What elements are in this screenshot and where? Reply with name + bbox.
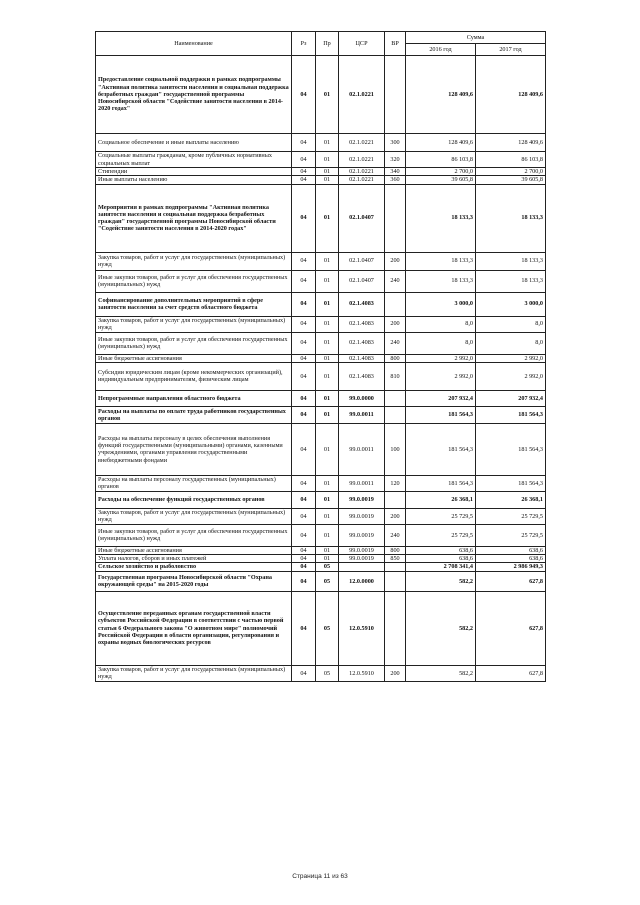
table-row <box>96 292 546 316</box>
row-sum-2016: 638,6 <box>406 555 476 563</box>
row-pr: 05 <box>316 571 339 591</box>
row-sum-2017: 18 133,3 <box>476 270 546 292</box>
row-sum-2017: 8,0 <box>476 332 546 354</box>
table-row <box>96 168 546 176</box>
header-year-2016: 2016 год <box>406 44 476 56</box>
table-row <box>96 665 546 681</box>
row-name: Иные бюджетные ассигнования <box>96 354 292 362</box>
row-sum-2016: 638,6 <box>406 546 476 554</box>
row-rz: 04 <box>292 56 316 134</box>
row-pr: 01 <box>316 152 339 168</box>
row-name: Закупка товаров, работ и услуг для государственных (муниципальных) нужд <box>96 508 292 524</box>
row-sum-2017: 181 564,3 <box>476 406 546 423</box>
row-vr <box>385 571 406 591</box>
row-pr: 05 <box>316 665 339 681</box>
row-csr: 12.0.5910 <box>339 665 385 681</box>
row-csr: 99.0.0019 <box>339 524 385 546</box>
row-sum-2016: 18 133,3 <box>406 184 476 252</box>
table-row <box>96 555 546 563</box>
row-pr: 01 <box>316 292 339 316</box>
row-rz: 04 <box>292 316 316 332</box>
row-sum-2016: 8,0 <box>406 316 476 332</box>
row-rz: 04 <box>292 362 316 390</box>
row-sum-2016: 26 368,1 <box>406 491 476 508</box>
row-pr: 01 <box>316 475 339 491</box>
row-name: Расходы на выплаты персоналу в целях обеспечения выполнения функций государственными (муниципальными) органами, казенными учреждениями, органами управления государственными внебюджетными фондами <box>96 423 292 475</box>
row-csr: 02.1.4083 <box>339 362 385 390</box>
row-vr: 240 <box>385 332 406 354</box>
row-vr: 200 <box>385 665 406 681</box>
row-csr: 99.0.0019 <box>339 508 385 524</box>
row-csr: 02.1.0221 <box>339 152 385 168</box>
row-pr: 01 <box>316 134 339 152</box>
row-name: Иные закупки товаров, работ и услуг для обеспечения государственных (муниципальных) нужд <box>96 332 292 354</box>
row-sum-2016: 582,2 <box>406 665 476 681</box>
header-vr: ВР <box>385 32 406 56</box>
page-number: Страница 11 из 63 <box>292 873 348 880</box>
budget-table <box>95 31 546 682</box>
table-row <box>96 546 546 554</box>
row-sum-2017: 18 133,3 <box>476 184 546 252</box>
row-csr: 02.1.0221 <box>339 176 385 184</box>
row-rz: 04 <box>292 390 316 406</box>
row-csr: 02.1.0407 <box>339 184 385 252</box>
row-vr <box>385 184 406 252</box>
row-csr: 02.1.4083 <box>339 292 385 316</box>
row-pr: 01 <box>316 176 339 184</box>
table-row <box>96 152 546 168</box>
row-sum-2016: 181 564,3 <box>406 406 476 423</box>
row-rz: 04 <box>292 563 316 571</box>
row-csr: 02.1.0407 <box>339 270 385 292</box>
row-name: Закупка товаров, работ и услуг для государственных (муниципальных) нужд <box>96 316 292 332</box>
row-name: Государственная программа Новосибирской области "Охрана окружающей среды" на 2015-2020 годы <box>96 571 292 591</box>
table-row <box>96 56 546 134</box>
row-sum-2017: 25 729,5 <box>476 524 546 546</box>
table-row <box>96 316 546 332</box>
row-rz: 04 <box>292 152 316 168</box>
row-sum-2017: 627,8 <box>476 591 546 665</box>
row-name: Мероприятия в рамках подпрограммы "Активная политика занятости населения и социальная поддержка безработных граждан" государственной программы Новосибирской области "Содействие занятости населения в 2014-2020 годах" <box>96 184 292 252</box>
header-sum: Сумма <box>406 32 546 44</box>
header-rz: Рз <box>292 32 316 56</box>
row-pr: 01 <box>316 406 339 423</box>
row-sum-2017: 39 605,8 <box>476 176 546 184</box>
table-row <box>96 354 546 362</box>
row-vr: 810 <box>385 362 406 390</box>
row-pr: 01 <box>316 184 339 252</box>
row-csr: 99.0.0011 <box>339 475 385 491</box>
row-csr: 02.1.0221 <box>339 168 385 176</box>
row-csr: 12.0.0000 <box>339 571 385 591</box>
row-sum-2017: 18 133,3 <box>476 252 546 270</box>
row-csr: 02.1.0221 <box>339 56 385 134</box>
row-vr: 100 <box>385 423 406 475</box>
row-name: Социальные выплаты гражданам, кроме публичных нормативных социальных выплат <box>96 152 292 168</box>
row-vr: 120 <box>385 475 406 491</box>
row-pr: 01 <box>316 524 339 546</box>
row-csr: 02.1.4083 <box>339 316 385 332</box>
row-pr: 01 <box>316 252 339 270</box>
row-name: Субсидии юридическим лицам (кроме некоммерческих организаций), индивидуальным предпринимателям, физическим лицам <box>96 362 292 390</box>
row-sum-2017: 627,8 <box>476 571 546 591</box>
row-csr: 99.0.0019 <box>339 555 385 563</box>
row-name: Сельское хозяйство и рыболовство <box>96 563 292 571</box>
row-rz: 04 <box>292 546 316 554</box>
table-row <box>96 475 546 491</box>
row-name: Иные выплаты населению <box>96 176 292 184</box>
row-csr: 99.0.0019 <box>339 491 385 508</box>
row-pr: 05 <box>316 563 339 571</box>
table-row <box>96 524 546 546</box>
row-sum-2017: 128 409,6 <box>476 134 546 152</box>
table-row <box>96 184 546 252</box>
row-sum-2017: 2 700,0 <box>476 168 546 176</box>
row-vr <box>385 406 406 423</box>
row-sum-2016: 2 708 341,4 <box>406 563 476 571</box>
row-name: Софинансирование дополнительных мероприятий в сфере занятости населения за счет средств областного бюджета <box>96 292 292 316</box>
table-row <box>96 252 546 270</box>
row-vr <box>385 292 406 316</box>
table-row <box>96 390 546 406</box>
row-name: Предоставление социальной поддержки в рамках подпрограммы "Активная политика занятости населения и социальная поддержка безработных граждан" государственной программы Новосибирской области "Содействие занятости населения в 2014-2020 годах" <box>96 56 292 134</box>
row-vr: 360 <box>385 176 406 184</box>
row-name: Иные закупки товаров, работ и услуг для обеспечения государственных (муниципальных) нужд <box>96 524 292 546</box>
row-vr: 240 <box>385 524 406 546</box>
row-sum-2017: 8,0 <box>476 316 546 332</box>
row-pr: 01 <box>316 168 339 176</box>
row-rz: 04 <box>292 524 316 546</box>
row-rz: 04 <box>292 176 316 184</box>
row-pr: 01 <box>316 491 339 508</box>
row-name: Закупка товаров, работ и услуг для государственных (муниципальных) нужд <box>96 252 292 270</box>
row-vr: 200 <box>385 508 406 524</box>
row-vr <box>385 591 406 665</box>
row-csr: 12.0.5910 <box>339 591 385 665</box>
row-rz: 04 <box>292 571 316 591</box>
row-sum-2017: 2 986 949,3 <box>476 563 546 571</box>
table-row <box>96 491 546 508</box>
row-csr: 02.1.0221 <box>339 134 385 152</box>
row-sum-2016: 25 729,5 <box>406 524 476 546</box>
table-row <box>96 508 546 524</box>
table-row <box>96 591 546 665</box>
row-vr: 320 <box>385 152 406 168</box>
row-name: Социальное обеспечение и иные выплаты населению <box>96 134 292 152</box>
row-sum-2016: 8,0 <box>406 332 476 354</box>
row-pr: 01 <box>316 508 339 524</box>
row-vr <box>385 563 406 571</box>
row-rz: 04 <box>292 332 316 354</box>
row-vr: 340 <box>385 168 406 176</box>
row-sum-2017: 25 729,5 <box>476 508 546 524</box>
row-sum-2017: 638,6 <box>476 555 546 563</box>
row-sum-2017: 638,6 <box>476 546 546 554</box>
row-name: Иные бюджетные ассигнования <box>96 546 292 554</box>
row-sum-2016: 3 000,0 <box>406 292 476 316</box>
row-sum-2016: 582,2 <box>406 571 476 591</box>
row-name: Расходы на выплаты по оплате труда работников государственных органов <box>96 406 292 423</box>
row-rz: 04 <box>292 354 316 362</box>
row-pr: 01 <box>316 354 339 362</box>
row-name: Осуществление переданных органам государственной власти субъектов Российской Федерации в соответствии с частью первой статьи 6 Федерального закона "О животном мире" полномочий Российской Федерации в области организации, регулирования и охраны водных биологических ресурсов <box>96 591 292 665</box>
row-rz: 04 <box>292 292 316 316</box>
row-sum-2016: 582,2 <box>406 591 476 665</box>
row-sum-2017: 2 992,0 <box>476 354 546 362</box>
row-sum-2016: 18 133,3 <box>406 252 476 270</box>
table-row <box>96 270 546 292</box>
row-name: Стипендии <box>96 168 292 176</box>
table-row <box>96 332 546 354</box>
row-name: Уплата налогов, сборов и иных платежей <box>96 555 292 563</box>
row-vr: 240 <box>385 270 406 292</box>
row-sum-2017: 627,8 <box>476 665 546 681</box>
table-row <box>96 406 546 423</box>
table-row <box>96 571 546 591</box>
table-row <box>96 563 546 571</box>
row-sum-2017: 128 409,6 <box>476 56 546 134</box>
row-vr: 300 <box>385 134 406 152</box>
row-csr: 99.0.0011 <box>339 406 385 423</box>
header-csr: ЦСР <box>339 32 385 56</box>
header-name: Наименование <box>96 32 292 56</box>
row-rz: 04 <box>292 591 316 665</box>
row-vr: 200 <box>385 252 406 270</box>
row-sum-2016: 2 992,0 <box>406 362 476 390</box>
table-body <box>96 56 546 682</box>
row-rz: 04 <box>292 406 316 423</box>
table-row <box>96 134 546 152</box>
row-sum-2017: 26 368,1 <box>476 491 546 508</box>
row-pr: 01 <box>316 56 339 134</box>
row-sum-2016: 39 605,8 <box>406 176 476 184</box>
row-sum-2016: 2 700,0 <box>406 168 476 176</box>
row-sum-2016: 25 729,5 <box>406 508 476 524</box>
row-sum-2016: 86 103,8 <box>406 152 476 168</box>
row-name: Закупка товаров, работ и услуг для государственных (муниципальных) нужд <box>96 665 292 681</box>
row-pr: 01 <box>316 332 339 354</box>
row-sum-2017: 181 564,3 <box>476 423 546 475</box>
row-name: Расходы на обеспечение функций государственных органов <box>96 491 292 508</box>
budget-table-sheet <box>95 31 545 682</box>
row-csr: 02.1.4083 <box>339 354 385 362</box>
row-sum-2016: 18 133,3 <box>406 270 476 292</box>
table-row <box>96 423 546 475</box>
row-sum-2016: 128 409,6 <box>406 134 476 152</box>
row-sum-2016: 181 564,3 <box>406 475 476 491</box>
row-rz: 04 <box>292 270 316 292</box>
header-pr: Пр <box>316 32 339 56</box>
row-csr <box>339 563 385 571</box>
row-vr: 800 <box>385 546 406 554</box>
row-pr: 01 <box>316 362 339 390</box>
row-csr: 99.0.0019 <box>339 546 385 554</box>
row-csr: 02.1.4083 <box>339 332 385 354</box>
row-vr: 800 <box>385 354 406 362</box>
row-name: Расходы на выплаты персоналу государственных (муниципальных) органов <box>96 475 292 491</box>
row-sum-2017: 207 932,4 <box>476 390 546 406</box>
header-year-2017: 2017 год <box>476 44 546 56</box>
row-rz: 04 <box>292 252 316 270</box>
row-rz: 04 <box>292 508 316 524</box>
row-sum-2016: 128 409,6 <box>406 56 476 134</box>
row-name: Иные закупки товаров, работ и услуг для обеспечения государственных (муниципальных) нужд <box>96 270 292 292</box>
row-rz: 04 <box>292 555 316 563</box>
row-vr <box>385 56 406 134</box>
row-rz: 04 <box>292 423 316 475</box>
row-csr: 99.0.0000 <box>339 390 385 406</box>
row-vr: 850 <box>385 555 406 563</box>
row-csr: 02.1.0407 <box>339 252 385 270</box>
row-rz: 04 <box>292 168 316 176</box>
row-sum-2016: 181 564,3 <box>406 423 476 475</box>
row-sum-2017: 3 000,0 <box>476 292 546 316</box>
row-sum-2017: 86 103,8 <box>476 152 546 168</box>
row-vr: 200 <box>385 316 406 332</box>
row-sum-2016: 207 932,4 <box>406 390 476 406</box>
row-pr: 01 <box>316 390 339 406</box>
row-pr: 01 <box>316 423 339 475</box>
row-pr: 01 <box>316 270 339 292</box>
row-pr: 01 <box>316 546 339 554</box>
row-pr: 05 <box>316 591 339 665</box>
row-rz: 04 <box>292 475 316 491</box>
row-vr <box>385 491 406 508</box>
row-pr: 01 <box>316 555 339 563</box>
row-csr: 99.0.0011 <box>339 423 385 475</box>
table-row <box>96 176 546 184</box>
row-vr <box>385 390 406 406</box>
row-rz: 04 <box>292 491 316 508</box>
row-sum-2017: 2 992,0 <box>476 362 546 390</box>
row-rz: 04 <box>292 134 316 152</box>
row-name: Непрограммные направления областного бюджета <box>96 390 292 406</box>
table-row <box>96 362 546 390</box>
row-sum-2016: 2 992,0 <box>406 354 476 362</box>
row-pr: 01 <box>316 316 339 332</box>
row-rz: 04 <box>292 184 316 252</box>
row-sum-2017: 181 564,3 <box>476 475 546 491</box>
row-rz: 04 <box>292 665 316 681</box>
